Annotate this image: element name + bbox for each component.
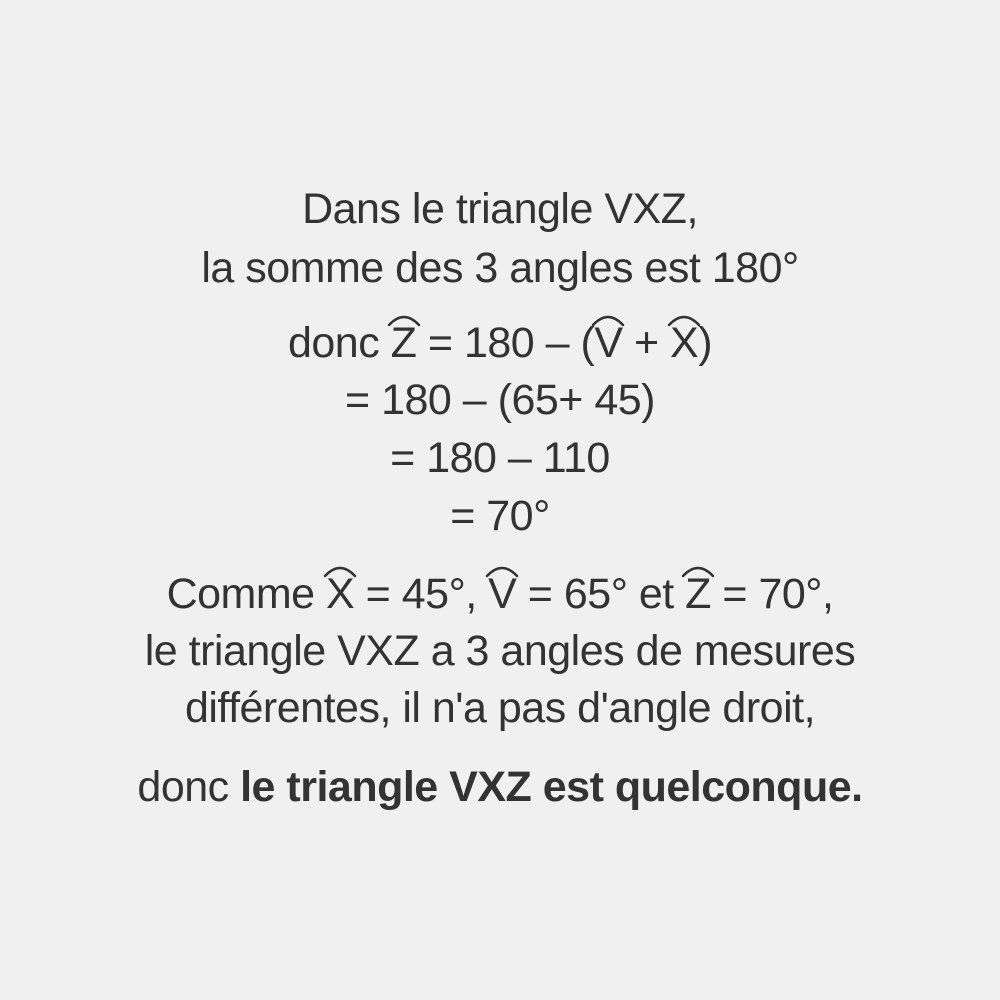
line-no-right-angle: différentes, il n'a pas d'angle droit, xyxy=(184,684,816,732)
angle-hat-icon xyxy=(485,560,519,578)
equation-equals: = 180 – ( xyxy=(416,319,595,367)
angle-x-letter: X xyxy=(670,319,699,367)
line-subtraction: = 180 – 110 xyxy=(390,434,610,482)
line-intro: Dans le triangle VXZ, xyxy=(302,185,698,233)
angle-hat-icon xyxy=(323,560,357,578)
line-equation xyxy=(0,318,1000,368)
angle-x xyxy=(326,569,354,619)
angle-v-letter: V xyxy=(594,319,623,367)
conclusion-bold: le triangle VXZ est quelconque. xyxy=(240,763,863,811)
z-value: = 70°, xyxy=(710,570,834,618)
angle-z xyxy=(391,318,417,368)
line-angle-sum: la somme des 3 angles est 180° xyxy=(201,244,799,292)
angle-hat-icon xyxy=(681,560,715,578)
angle-x-letter: X xyxy=(326,570,355,618)
line-result: = 70° xyxy=(450,492,550,540)
angle-z xyxy=(685,569,711,619)
angle-v xyxy=(488,569,516,619)
line-measures: le triangle VXZ a 3 angles de mesures xyxy=(144,627,856,675)
conclusion-prefix: donc xyxy=(137,763,241,811)
angle-hat-icon xyxy=(667,309,701,327)
x-value: = 45°, xyxy=(354,570,489,618)
equation-plus: + xyxy=(622,319,671,367)
equation-close: ) xyxy=(698,319,713,367)
angle-x xyxy=(670,318,698,368)
comparison-prefix: Comme xyxy=(166,570,327,618)
v-value: = 65° et xyxy=(516,570,686,618)
equation-prefix: donc xyxy=(287,319,391,367)
angle-hat-icon xyxy=(591,309,625,327)
angle-v-letter: V xyxy=(488,570,517,618)
line-substitution: = 180 – (65+ 45) xyxy=(345,376,655,424)
angle-z-letter: Z xyxy=(390,319,417,367)
angle-v xyxy=(594,318,622,368)
line-comparison xyxy=(0,569,1000,619)
angle-z-letter: Z xyxy=(685,570,711,618)
line-conclusion xyxy=(0,762,1000,812)
angle-hat-icon xyxy=(387,309,421,327)
